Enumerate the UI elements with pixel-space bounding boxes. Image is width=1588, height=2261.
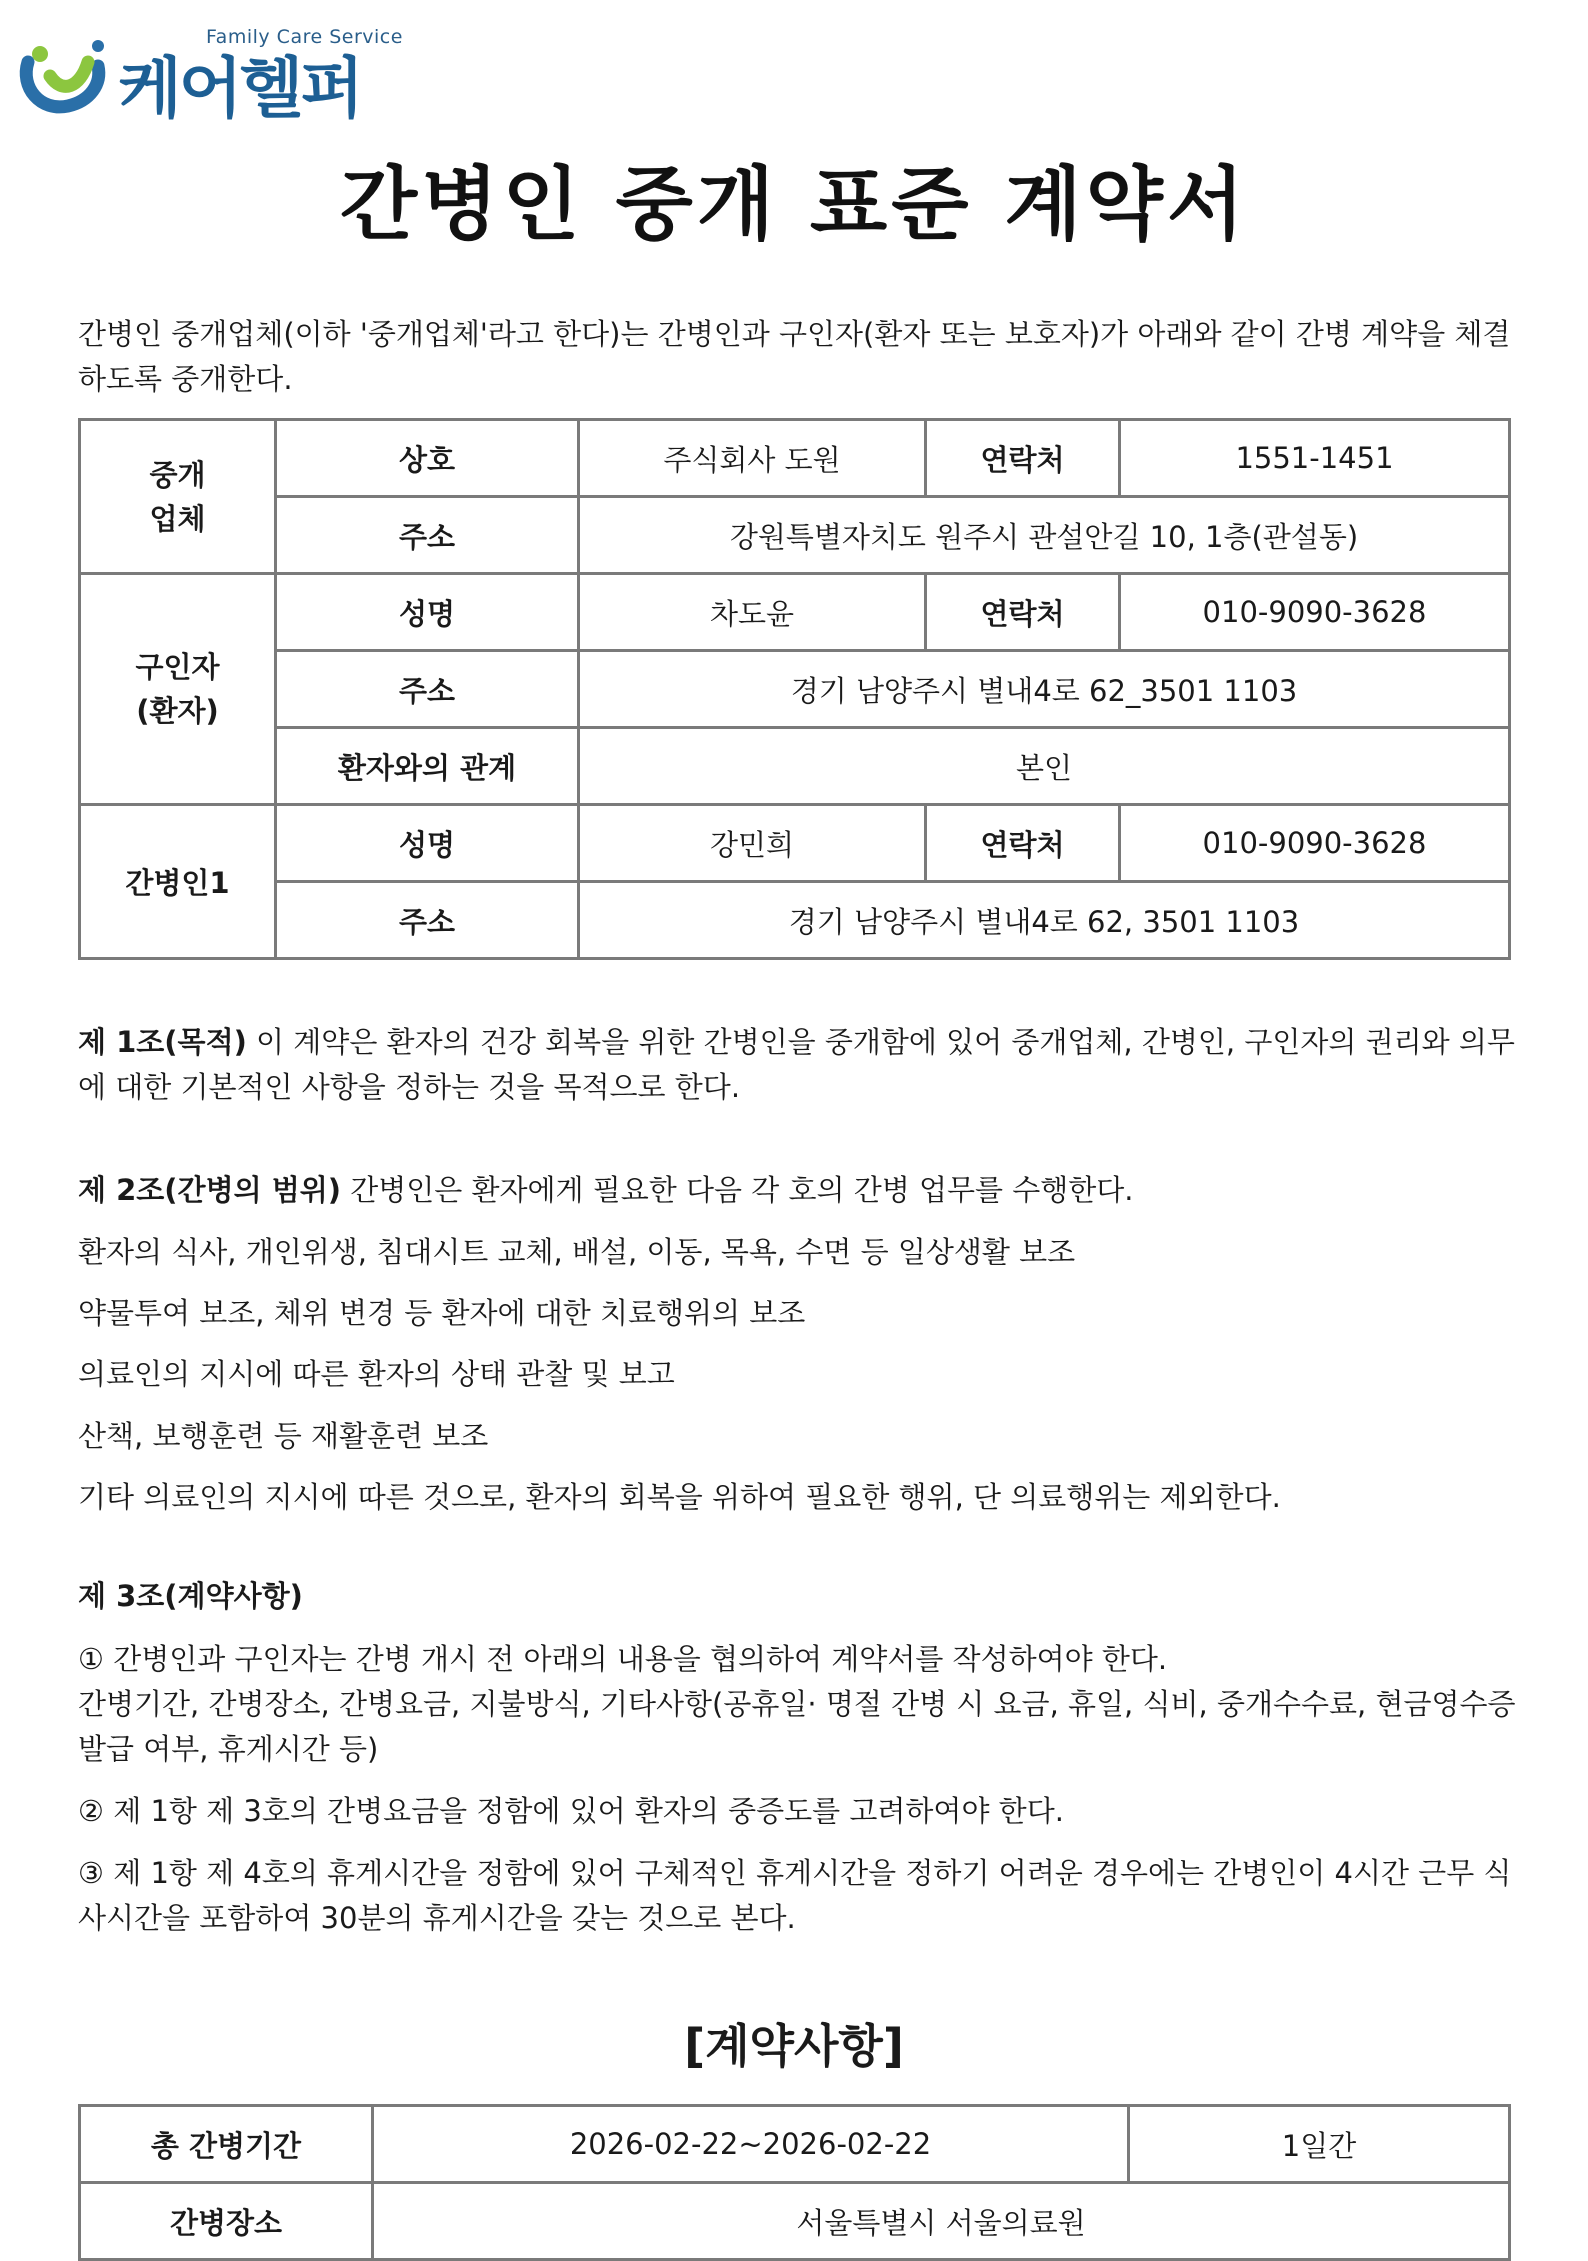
period-label: 총 간병기간	[80, 2106, 373, 2183]
contract-terms-table	[78, 2104, 1511, 2261]
article-1-text: 이 계약은 환자의 건강 회복을 위한 간병인을 중개함에 있어 중개업체, 간병인, 구인자의 권리와 의무에 대한 기본적인 사항을 정하는 것을 목적으로 한다.	[78, 1025, 1515, 1104]
article-2-item: 약물투여 보조, 체위 변경 등 환자에 대한 치료행위의 보조	[78, 1296, 806, 1330]
article-2-item: 기타 의료인의 지시에 따른 것으로, 환자의 회복을 위하여 필요한 행위, 단 의료행위는 제외한다.	[78, 1480, 1281, 1514]
client-name-label: 성명	[276, 574, 579, 651]
agency-address-value: 강원특별자치도 원주시 관설안길 10, 1층(관설동)	[579, 497, 1510, 574]
table-row	[80, 805, 1510, 882]
article-3-paragraph-1	[78, 1637, 1518, 1772]
article-2-heading: 제 2조(간병의 범위)	[78, 1173, 341, 1207]
client-address-label: 주소	[276, 651, 579, 728]
client-relation-value: 본인	[579, 728, 1510, 805]
client-contact-value: 010-9090-3628	[1120, 574, 1510, 651]
caregiver-group-label: 간병인1	[80, 805, 276, 959]
table-row	[80, 651, 1510, 728]
article-3-paragraph-1-items: 간병기간, 간병장소, 간병요금, 지불방식, 기타사항(공휴일· 명절 간병 시 요금, 휴일, 식비, 중개수수료, 현금영수증 발급 여부, 휴게시간 등)	[78, 1687, 1516, 1766]
client-address-value: 경기 남양주시 별내4로 62_3501 1103	[579, 651, 1510, 728]
caregiver-name-value: 강민희	[579, 805, 926, 882]
party-info-table	[78, 418, 1511, 960]
article-2-text: 간병인은 환자에게 필요한 다음 각 호의 간병 업무를 수행한다.	[340, 1173, 1134, 1207]
logo-brand-name: 케어헬퍼	[118, 50, 362, 127]
client-contact-label: 연락처	[926, 574, 1120, 651]
article-3-paragraph-2: ② 제 1항 제 3호의 간병요금을 정함에 있어 환자의 중증도를 고려하여야 한다.	[78, 1794, 1064, 1828]
client-group-label: 구인자 (환자)	[80, 574, 276, 805]
place-label: 간병장소	[80, 2183, 373, 2260]
table-row	[80, 882, 1510, 959]
agency-address-label: 주소	[276, 497, 579, 574]
table-row	[80, 497, 1510, 574]
client-relation-label: 환자와의 관계	[276, 728, 579, 805]
duration-value: 1일간	[1129, 2106, 1510, 2183]
table-row	[80, 2183, 1510, 2260]
client-name-value: 차도윤	[579, 574, 926, 651]
article-2	[78, 1168, 1518, 1213]
caregiver-address-label: 주소	[276, 882, 579, 959]
article-2-item: 의료인의 지시에 따른 환자의 상태 관찰 및 보고	[78, 1357, 675, 1391]
logo-tagline: Family Care Service	[206, 26, 403, 48]
caregiver-address-value: 경기 남양주시 별내4로 62, 3501 1103	[579, 882, 1510, 959]
article-2-item: 환자의 식사, 개인위생, 침대시트 교체, 배설, 이동, 목욕, 수면 등 일상생활 보조	[78, 1235, 1076, 1269]
caregiver-contact-label: 연락처	[926, 805, 1120, 882]
place-value: 서울특별시 서울의료원	[373, 2183, 1510, 2260]
agency-name-value: 주식회사 도원	[579, 420, 926, 497]
article-2-item: 산책, 보행훈련 등 재활훈련 보조	[78, 1419, 489, 1453]
article-3-heading: 제 3조(계약사항)	[78, 1579, 303, 1613]
agency-group-label: 중개 업체	[80, 420, 276, 574]
article-3-paragraph-1-lead: ① 간병인과 구인자는 간병 개시 전 아래의 내용을 협의하여 계약서를 작성하여야 한다.	[78, 1642, 1168, 1676]
care-helper-logo-icon	[10, 32, 120, 122]
table-row	[80, 2106, 1510, 2183]
table-row	[80, 574, 1510, 651]
agency-contact-label: 연락처	[926, 420, 1120, 497]
period-value: 2026-02-22~2026-02-22	[373, 2106, 1129, 2183]
intro-paragraph: 간병인 중개업체(이하 '중개업체'라고 한다)는 간병인과 구인자(환자 또는 보호자)가 아래와 같이 간병 계약을 체결하도록 중개한다.	[78, 317, 1511, 396]
contract-section-title: [계약사항]	[684, 2019, 904, 2073]
table-row	[80, 728, 1510, 805]
agency-name-label: 상호	[276, 420, 579, 497]
article-1	[78, 1020, 1518, 1110]
agency-contact-value: 1551-1451	[1120, 420, 1510, 497]
document-title: 간병인 중개 표준 계약서	[339, 158, 1249, 251]
table-row	[80, 420, 1510, 497]
caregiver-name-label: 성명	[276, 805, 579, 882]
logo	[10, 22, 410, 127]
article-3-paragraph-3: ③ 제 1항 제 4호의 휴게시간을 정함에 있어 구체적인 휴게시간을 정하기 어려운 경우에는 간병인이 4시간 근무 식사시간을 포함하여 30분의 휴게시간을 갖는 것으로 본다.	[78, 1856, 1512, 1935]
caregiver-contact-value: 010-9090-3628	[1120, 805, 1510, 882]
article-1-heading: 제 1조(목적)	[78, 1025, 247, 1059]
